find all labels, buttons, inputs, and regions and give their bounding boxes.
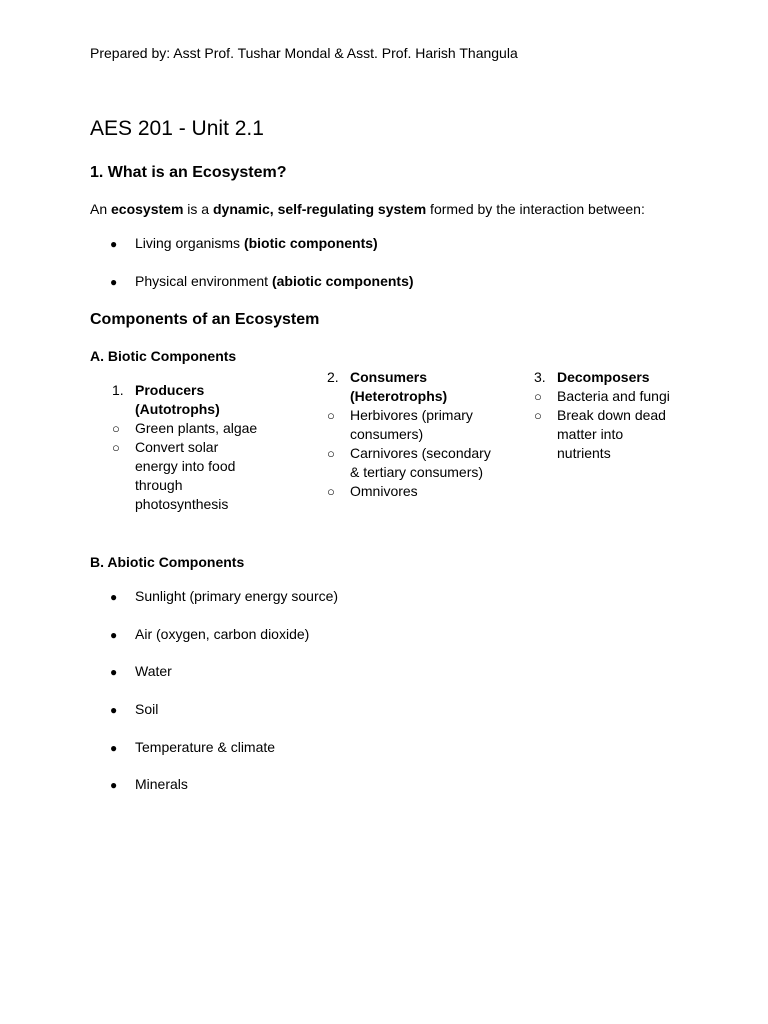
list-number: 1. bbox=[112, 382, 124, 398]
sub-item-text: Carnivores (secondary & tertiary consumers) bbox=[350, 445, 491, 480]
list-item bbox=[110, 626, 309, 642]
sub-item bbox=[327, 444, 495, 482]
circle-bullet-icon: ○ bbox=[327, 408, 335, 423]
list-item bbox=[110, 739, 275, 755]
column-title-line: Consumers bbox=[350, 369, 428, 385]
intro-text-3: formed by the interaction between: bbox=[426, 201, 645, 217]
list-item-label: Physical environment bbox=[135, 273, 272, 289]
bullet-icon: ● bbox=[110, 590, 118, 604]
circle-bullet-icon: ○ bbox=[327, 446, 335, 461]
sub-item bbox=[327, 482, 512, 501]
column-title-line: Producers bbox=[135, 382, 205, 398]
list-item-bold: (abiotic components) bbox=[271, 273, 414, 289]
list-item-text bbox=[135, 235, 378, 251]
circle-bullet-icon: ○ bbox=[112, 421, 120, 436]
bullet-icon: ● bbox=[110, 778, 118, 792]
column-title bbox=[534, 368, 734, 387]
sub-item-text: Omnivores bbox=[350, 483, 418, 499]
list-item bbox=[110, 273, 414, 289]
sub-item bbox=[534, 387, 734, 406]
section-heading-ecosystem: 1. What is an Ecosystem? bbox=[90, 164, 287, 181]
list-item-bold: (biotic components) bbox=[243, 235, 378, 251]
sub-item-text: Break down dead matter into nutrients bbox=[557, 407, 666, 461]
sub-item-text: Bacteria and fungi bbox=[557, 388, 670, 404]
intro-bold-2: dynamic, self-regulating system bbox=[212, 201, 427, 217]
bullet-icon: ● bbox=[110, 628, 118, 642]
column-title-line: (Autotrophs) bbox=[135, 401, 220, 417]
sub-item bbox=[327, 406, 490, 444]
intro-paragraph bbox=[90, 201, 645, 217]
bullet-icon: ● bbox=[110, 665, 118, 679]
biotic-column-producers bbox=[112, 381, 282, 514]
list-item-text: Soil bbox=[135, 701, 159, 717]
list-number: 3. bbox=[534, 369, 546, 385]
bullet-icon: ● bbox=[110, 703, 118, 717]
sub-item-text: Green plants, algae bbox=[135, 420, 258, 436]
list-item bbox=[110, 776, 188, 792]
section-heading-components: Components of an Ecosystem bbox=[90, 311, 320, 328]
list-number: 2. bbox=[327, 369, 339, 385]
bullet-icon: ● bbox=[110, 237, 118, 251]
sub-item-text: Convert solar energy into food through photosynthesis bbox=[135, 439, 236, 512]
prepared-by: Prepared by: Asst Prof. Tushar Mondal & Asst. Prof. Harish Thangula bbox=[90, 45, 518, 61]
circle-bullet-icon: ○ bbox=[534, 389, 542, 404]
sub-item bbox=[112, 419, 260, 438]
column-title-line: Decomposers bbox=[557, 369, 650, 385]
circle-bullet-icon: ○ bbox=[327, 484, 335, 499]
subheading-biotic: A. Biotic Components bbox=[90, 348, 237, 364]
page-title: AES 201 - Unit 2.1 bbox=[90, 117, 264, 140]
circle-bullet-icon: ○ bbox=[534, 408, 542, 423]
list-item bbox=[110, 701, 158, 717]
list-item bbox=[110, 588, 338, 604]
list-item-text: Air (oxygen, carbon dioxide) bbox=[135, 626, 310, 642]
circle-bullet-icon: ○ bbox=[112, 440, 120, 455]
bullet-icon: ● bbox=[110, 275, 118, 289]
column-title-line: (Heterotrophs) bbox=[350, 388, 448, 404]
column-title bbox=[327, 368, 512, 406]
list-item bbox=[110, 235, 378, 251]
biotic-column-decomposers bbox=[534, 368, 734, 463]
list-item bbox=[110, 663, 172, 679]
list-item-text bbox=[135, 273, 414, 289]
list-item-text: Sunlight (primary energy source) bbox=[135, 588, 339, 604]
list-item-label: Living organisms bbox=[135, 235, 244, 251]
intro-text-1: An bbox=[90, 201, 112, 217]
list-item-text: Water bbox=[135, 663, 172, 679]
intro-bold-1: ecosystem bbox=[111, 201, 184, 217]
sub-item bbox=[112, 438, 250, 514]
list-item-text: Temperature & climate bbox=[135, 739, 276, 755]
bullet-icon: ● bbox=[110, 741, 118, 755]
list-item-text: Minerals bbox=[135, 776, 188, 792]
column-title bbox=[112, 381, 282, 419]
sub-item-text: Herbivores (primary consumers) bbox=[350, 407, 473, 442]
subheading-abiotic: B. Abiotic Components bbox=[90, 554, 245, 570]
intro-text-2: is a bbox=[183, 201, 213, 217]
sub-item bbox=[534, 406, 672, 463]
biotic-column-consumers bbox=[327, 368, 512, 501]
